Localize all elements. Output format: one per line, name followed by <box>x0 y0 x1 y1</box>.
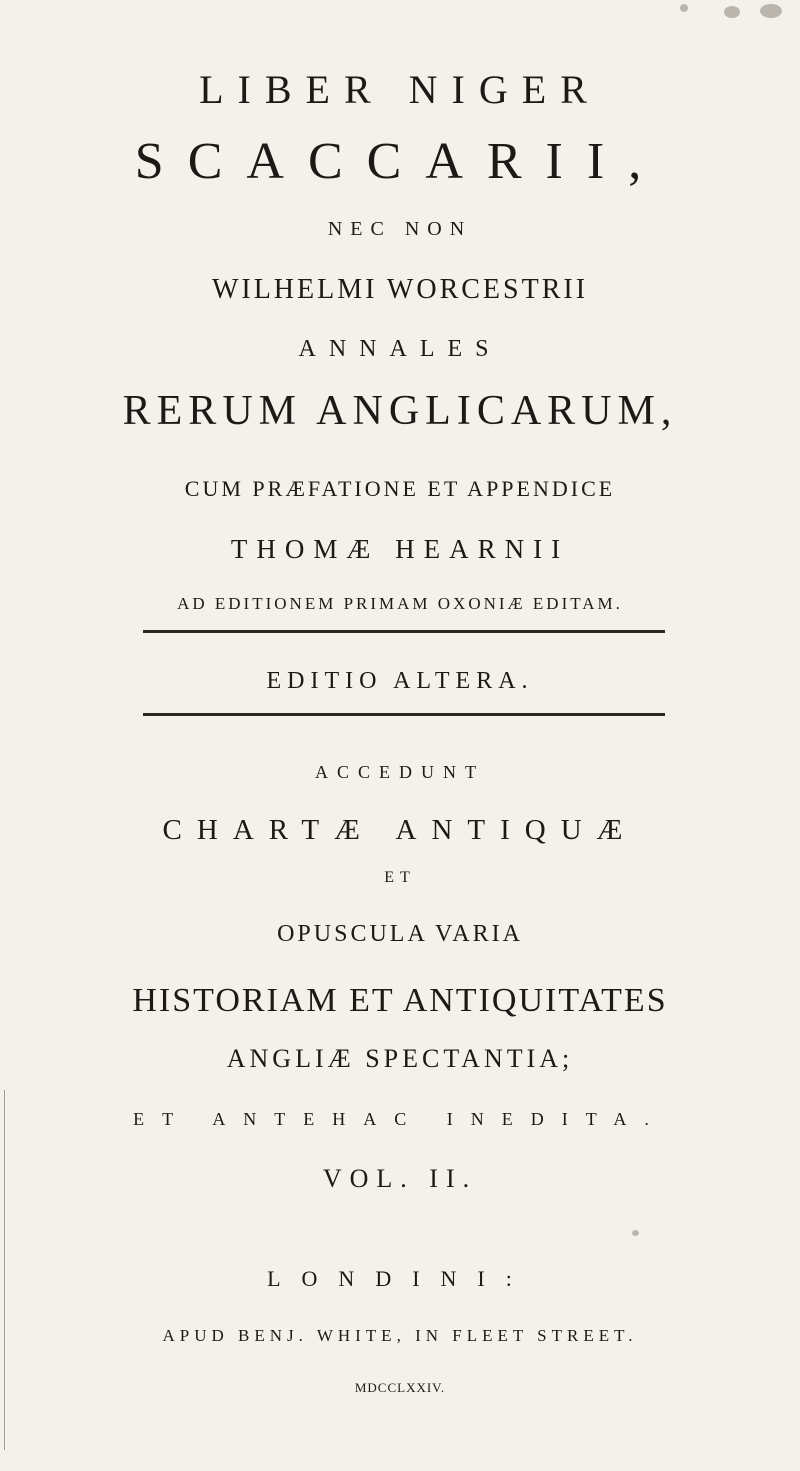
title-line-praefatione: CUM PRÆFATIONE ET APPENDICE <box>184 476 616 501</box>
page-edge-mark <box>4 1090 5 1450</box>
title-line-liber-niger: LIBER NIGER <box>199 67 601 112</box>
imprint-printer: APUD BENJ. WHITE, IN FLEET STREET. <box>162 1326 638 1345</box>
imprint-place: LONDINI: <box>267 1266 533 1291</box>
volume-label: VOL. II. <box>322 1164 478 1193</box>
title-line-accedunt: ACCEDUNT <box>315 762 485 782</box>
title-line-nec-non: NEC NON <box>327 218 473 240</box>
foxing-spot <box>680 4 688 12</box>
foxing-spot <box>760 4 782 18</box>
title-line-angliae: ANGLIÆ SPECTANTIA; <box>226 1044 574 1073</box>
top-divider-rule <box>143 630 665 633</box>
bottom-divider-rule <box>143 713 665 716</box>
title-line-rerum: RERUM ANGLICARUM, <box>122 388 678 434</box>
title-line-editionem: AD EDITIONEM PRIMAM OXONIÆ EDITAM. <box>177 594 623 613</box>
title-line-opuscula: OPUSCULA VARIA <box>277 921 523 947</box>
title-line-scaccarii: SCACCARII, <box>134 133 666 190</box>
title-line-wilhelmi: WILHELMI WORCESTRII <box>211 274 589 305</box>
title-line-chartae: CHARTÆ ANTIQUÆ <box>162 814 638 846</box>
foxing-spot <box>724 6 740 18</box>
foxing-spot <box>632 1230 639 1236</box>
edition-statement: EDITIO ALTERA. <box>266 668 534 694</box>
title-line-et: ET <box>384 869 416 886</box>
title-line-historiam: HISTORIAM ET ANTIQUITATES <box>132 982 668 1019</box>
title-line-annales: ANNALES <box>298 336 502 362</box>
title-line-antehac: ET ANTEHAC INEDITA. <box>133 1109 667 1129</box>
title-line-hearnii: THOMÆ HEARNII <box>230 534 570 564</box>
imprint-date: MDCCLXXIV. <box>354 1380 446 1395</box>
